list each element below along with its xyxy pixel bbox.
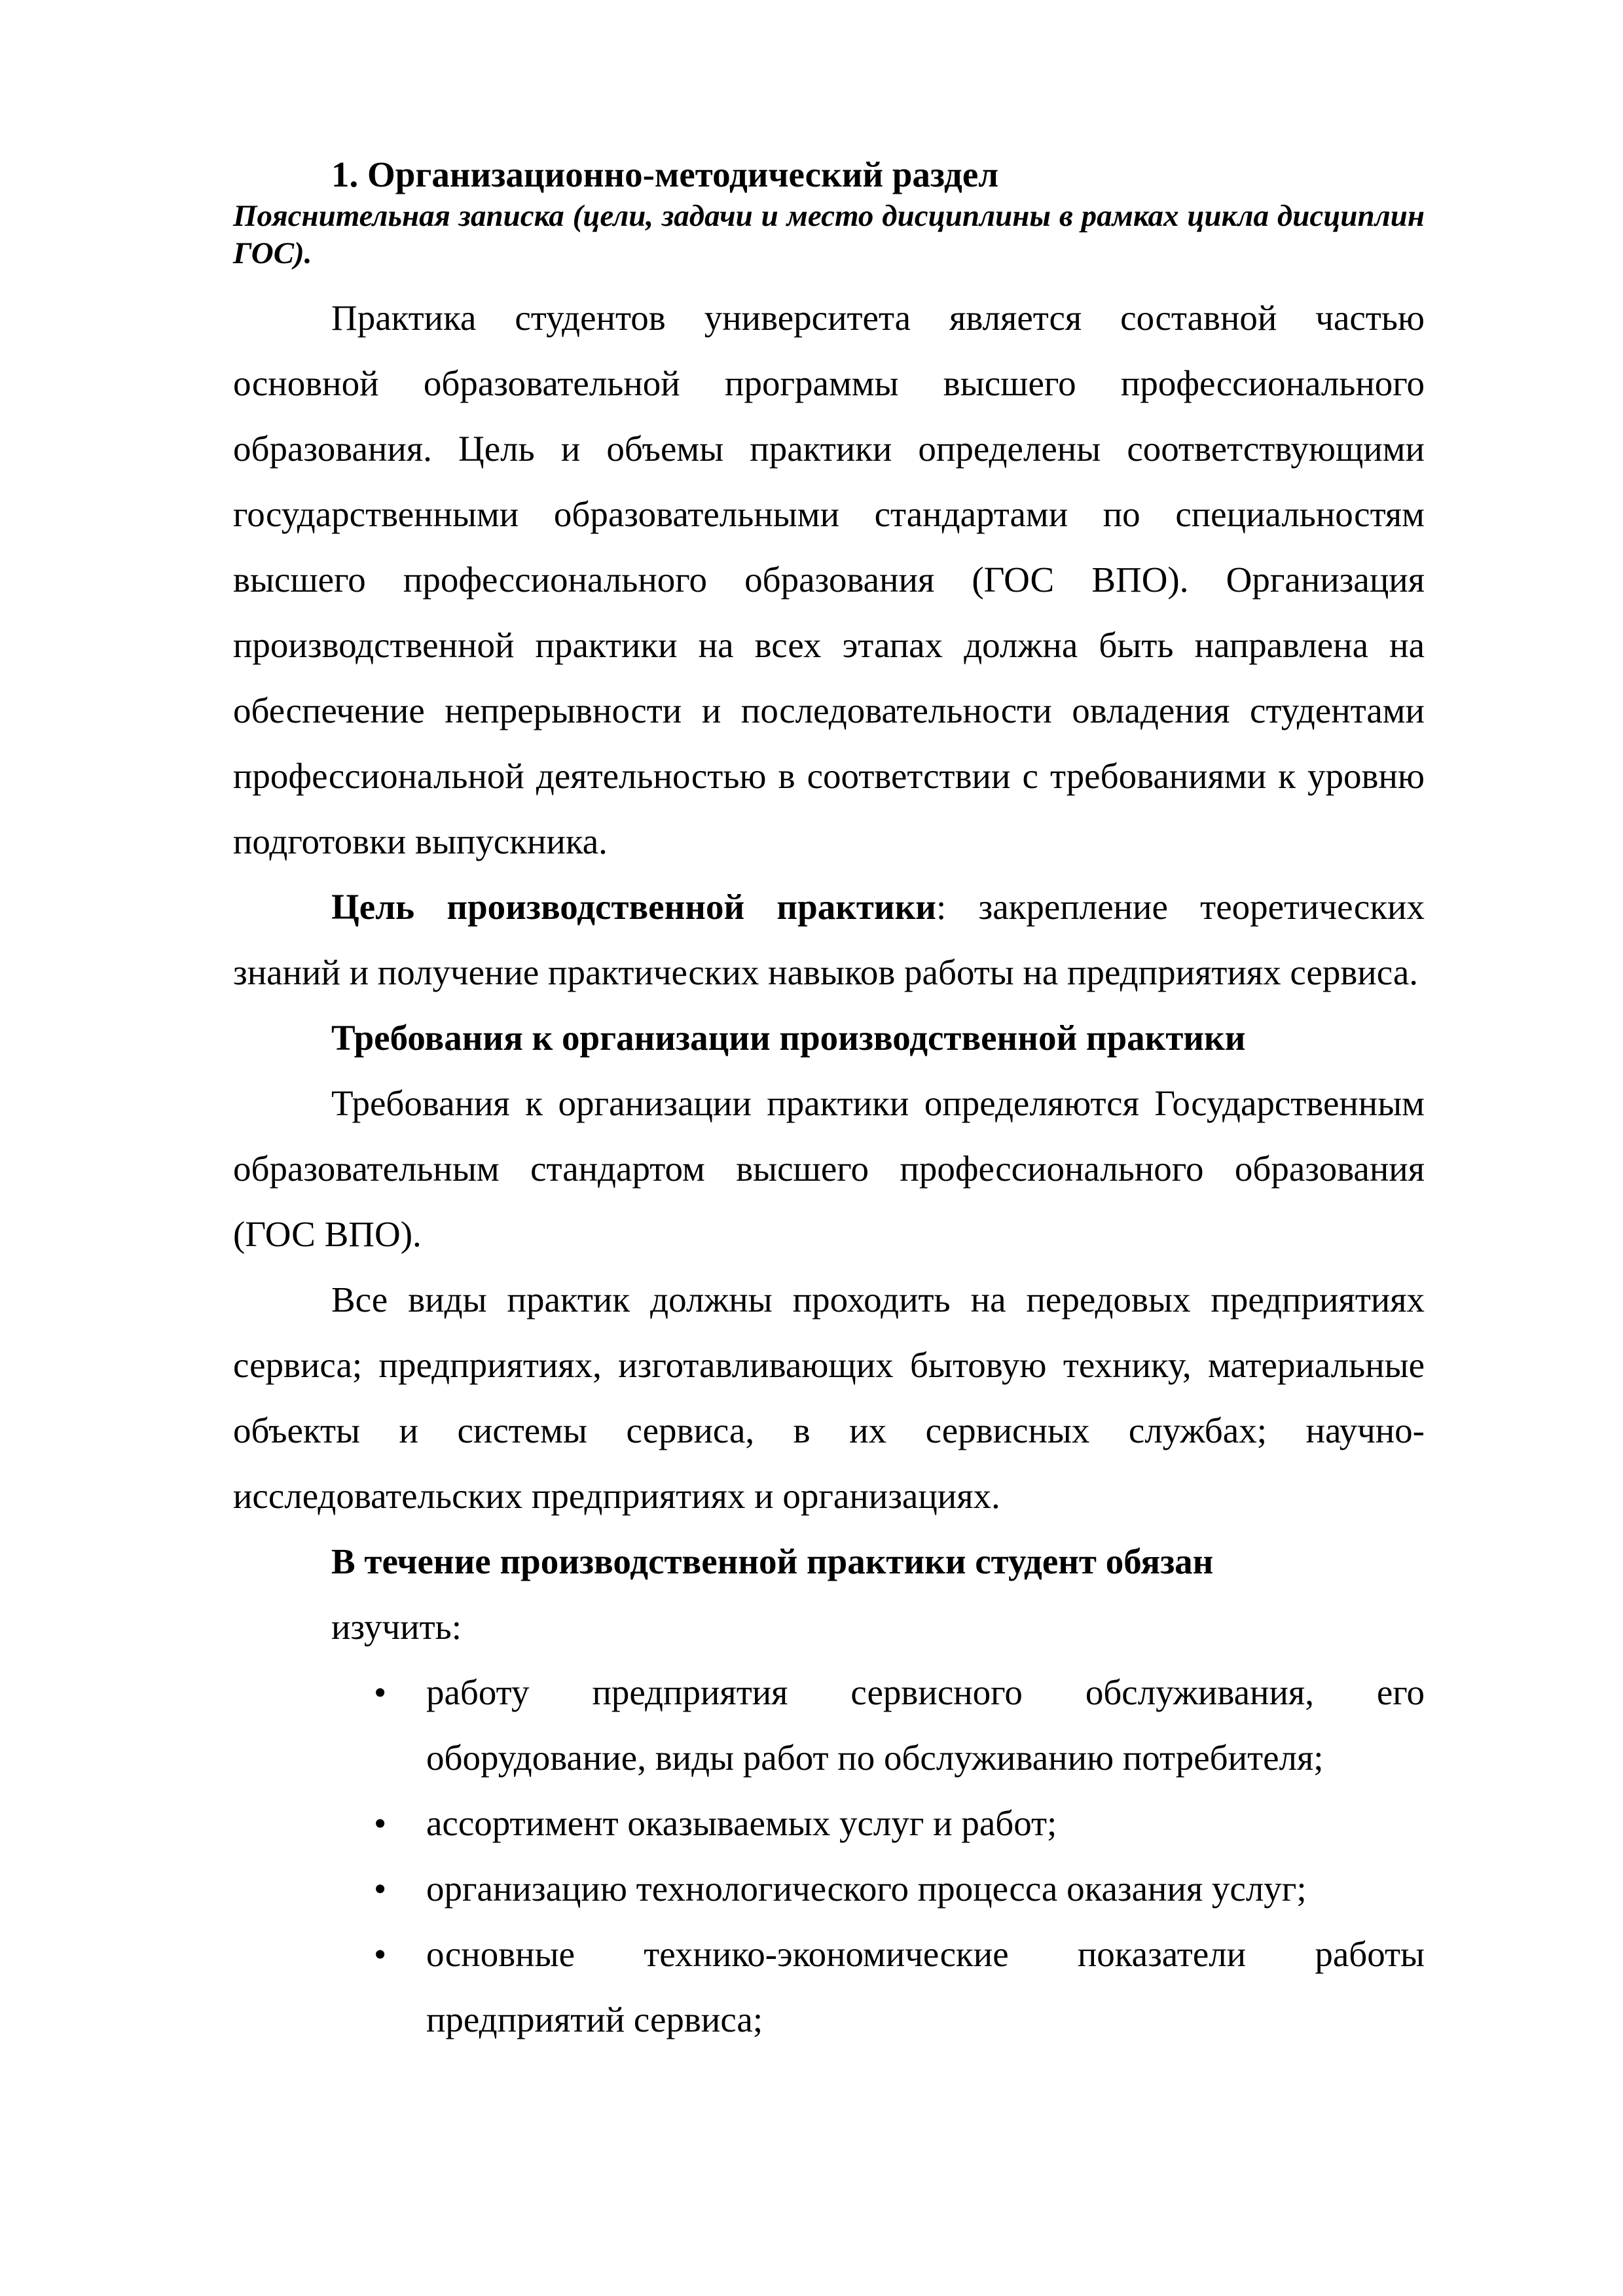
list-item-text: работу предприятия сервисного обслуживания, его оборудование, виды работ по обслуживанию потребителя; <box>426 1672 1425 1778</box>
goal-paragraph <box>233 874 1425 1005</box>
list-item-text: ассортимент оказываемых услуг и работ; <box>426 1803 1057 1843</box>
list-item <box>233 1660 1425 1791</box>
bullet-icon: • <box>374 1803 387 1843</box>
section-title: 1. Организационно-методический раздел <box>331 154 999 194</box>
bullet-icon: • <box>374 1869 387 1909</box>
study-list <box>233 1660 1425 2053</box>
page-content <box>233 152 1425 2053</box>
bullet-icon: • <box>374 1672 387 1712</box>
goal-label: Цель производственной практики <box>331 887 936 927</box>
goal-text: : закрепление теоретических знаний и получение практических навыков работы на предприятиях сервиса. <box>233 887 1425 992</box>
intro-paragraph: Практика студентов университета является составной частью основной образовательной программы высшего профессионального образования. Цель и объемы практики определены соответствующими государственными образовательными стандартами по специальностям высшего профессионального образования (ГОС ВПО). Организация производственной практики на всех этапах должна быть направлена на обеспечение непрерывности и последовательности овладения студентами профессиональной деятельностью в соответствии с требованиями к уровню подготовки выпускника. <box>233 298 1425 861</box>
list-item-text: организацию технологического процесса оказания услуг; <box>426 1869 1307 1909</box>
list-item <box>233 1856 1425 1922</box>
list-item <box>233 1922 1425 2053</box>
list-item <box>233 1791 1425 1856</box>
list-item-text: основные технико-экономические показатели работы предприятий сервиса; <box>426 1934 1425 2039</box>
bullet-icon: • <box>374 1934 387 1974</box>
duties-heading: В течение производственной практики студент обязан <box>331 1541 1214 1581</box>
explanatory-note-heading: Пояснительная записка (цели, задачи и место дисциплины в рамках цикла дисциплин ГОС). <box>233 199 1425 270</box>
places-paragraph: Все виды практик должны проходить на передовых предприятиях сервиса; предприятиях, изготавливающих бытовую технику, материальные объекты и системы сервиса, в их сервисных службах; научно-исследовательских предприятиях и организациях. <box>233 1280 1425 1516</box>
requirements-paragraph: Требования к организации практики определяются Государственным образовательным стандартом высшего профессионального образования (ГОС ВПО). <box>233 1083 1425 1254</box>
study-label: изучить: <box>331 1607 462 1647</box>
requirements-heading: Требования к организации производственной практики <box>331 1018 1246 1058</box>
